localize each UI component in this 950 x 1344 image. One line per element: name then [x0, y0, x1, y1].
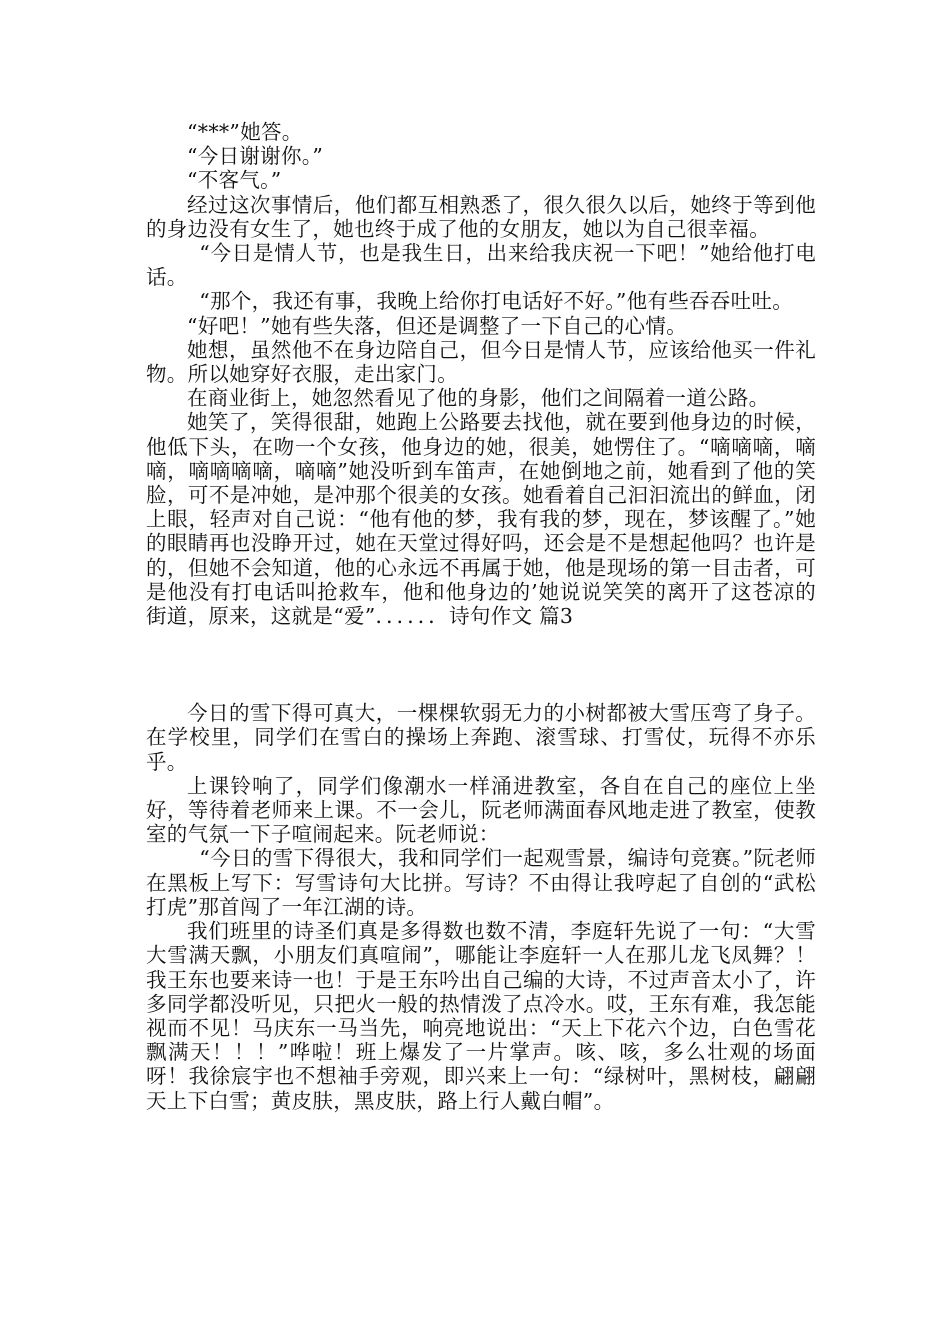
dialogue-line: “***”她答。 [187, 120, 303, 144]
story-paragraph: “那个，我还有事，我晚上给你打电话好不好。”他有些吞吞吐吐。 [199, 289, 794, 314]
essay-paragraph: 今日的雪下得可真大，一棵棵软弱无力的小树都被大雪压弯了身子。在学校里，同学们在雪白的操场上奔跑、滚雪球、打雪仗，玩得不亦乐乎。 [146, 701, 816, 774]
essay-paragraph: “今日的雪下得很大，我和同学们一起观雪景，编诗句竞赛。”阮老师在黑板上写下：写雪诗句大比拼。写诗？不由得让我哼起了自创的“武松打虎”那首闯了一年江湖的诗。 [146, 846, 816, 919]
dialogue-line: “今日谢谢你。” [187, 144, 324, 169]
document-page [146, 120, 816, 1113]
essay-paragraph: 我们班里的诗圣们真是多得数也数不清，李庭轩先说了一句：“大雪大雪满天飘，小朋友们真喧闹”，哪能让李庭轩一人在那儿龙飞凤舞？！我王东也要来诗一也！于是王东吟出自己编的大诗，不过声音太小了，许多同学都没听见，只把火一般的热情泼了点冷水。哎，王东有难，我怎能视而不见！马庆东一马当先，响亮地说出：“天上下花六个边，白色雪花飘满天！！！”哗啦！班上爆发了一片掌声。咳、咳，多么壮观的场面呀！我徐宸宇也不想袖手旁观，即兴来上一句：“绿树叶，黑树枝，翩翩天上下白雪；黄皮肤，黑皮肤，路上行人戴白帽”。 [146, 919, 816, 1113]
story-paragraph: 她想，虽然他不在身边陪自己，但今日是情人节，应该给他买一件礼物。所以她穿好衣服，走出家门。 [146, 337, 816, 387]
story-paragraph: “今日是情人节，也是我生日，出来给我庆祝一下吧！”她给他打电话。 [146, 241, 816, 290]
section-gap [146, 628, 816, 701]
story-paragraph: “好吧！”她有些失落，但还是调整了一下自己的心情。 [187, 313, 687, 338]
dialogue-line: “不客气。” [187, 168, 282, 193]
essay-paragraph: 上课铃响了，同学们像潮水一样涌进教室，各自在自己的座位上坐好，等待着老师来上课。不一会儿，阮老师满面春风地走进了教室，使教室的气氛一下子喧闹起来。阮老师说： [146, 773, 816, 847]
story-paragraph: 在商业街上，她忽然看见了他的身影，他们之间隔着一道公路。 [187, 386, 770, 411]
story-paragraph: 经过这次事情后，他们都互相熟悉了，很久很久以后，她终于等到他的身边没有女生了，她也终于成了他的女朋友，她以为自己很幸福。 [146, 192, 816, 241]
story-paragraph: 她笑了，笑得很甜，她跑上公路要去找他，就在要到他身边的时候，他低下头，在吻一个女孩，他身边的她，很美，她愣住了。“嘀嘀嘀，嘀嘀，嘀嘀嘀嘀，嘀嘀”她没听到车笛声，在她倒地之前，她看到了他的笑脸，可不是冲她，是冲那个很美的女孩。她看着自己汩汩流出的鲜血，闭上眼，轻声对自己说：“他有他的梦，我有我的梦，现在，梦该醒了。”她的眼睛再也没睁开过，她在天堂过得好吗，还会是不是想起他吗？也许是的，但她不会知道，他的心永远不再属于她，他是现场的第一目击者，可是他没有打电话叫抢救车，他和他身边的’她说说笑笑的离开了这苍凉的街道，原来，这就是“爱”．．．．．．诗句作文 篇3 [146, 410, 816, 629]
